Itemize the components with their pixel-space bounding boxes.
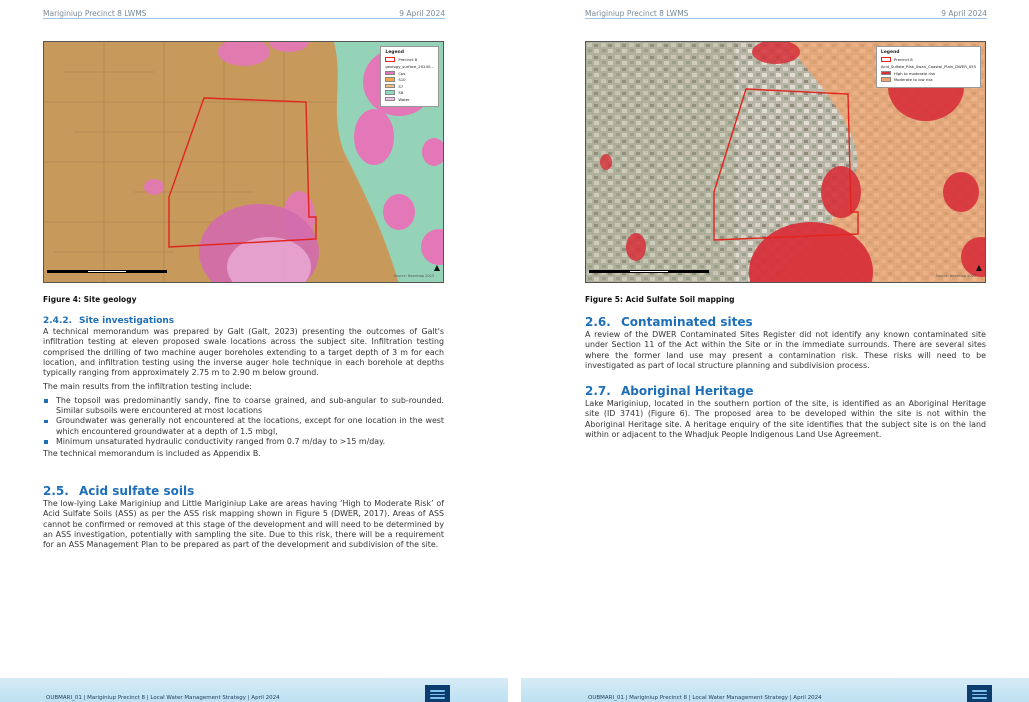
legend-swatch xyxy=(385,90,395,95)
legend-item xyxy=(881,77,976,82)
legend-item-boundary xyxy=(385,57,434,62)
legend-swatch xyxy=(881,77,891,82)
legend-swatch xyxy=(385,71,395,76)
legend-boundary-label: Precinct 8 xyxy=(398,57,418,62)
document-page-left xyxy=(0,0,508,702)
map-credit: Source: Nearmap 2023 xyxy=(935,274,976,278)
site-geology-map xyxy=(43,41,444,283)
section-number: 2.5. xyxy=(43,484,69,498)
section-site-investigations xyxy=(43,315,444,460)
legend-layer-label: geology_surface_20240... xyxy=(385,63,434,69)
section-title: Contaminated sites xyxy=(621,315,753,329)
legend-layer-label: Acid_Sulfate_Risk_Swan_Coastal_Plain_DWER_055 xyxy=(880,63,976,69)
legend-boundary-label: Precinct 8 xyxy=(893,57,913,62)
paragraph: A review of the DWER Contaminated Sites Register did not identify any known contaminated site under Section 11 of the Act within the Site or in the immediate surrounds. There are several sites where the former land use may present a contamination risk. These risks will need to be investigated as part of local structure planning and subdivision process. xyxy=(585,330,986,370)
acid-sulfate-soil-map xyxy=(585,41,986,283)
header-date: 9 April 2024 xyxy=(941,9,987,18)
figure-caption: Figure 5: Acid Sulfate Soil mapping xyxy=(585,295,735,304)
map-credit: Source: Nearmap 2023 xyxy=(393,274,434,278)
section-aboriginal-heritage xyxy=(585,384,986,440)
legend-item xyxy=(385,97,434,102)
company-logo-icon xyxy=(967,685,992,702)
paragraph: Lake Mariginiup, located in the southern portion of the site, is identified as an Aboriginal Heritage site (ID 3741) (Figure 6). The proposed area to be developed within the site is not within the Aboriginal Heritage site. A heritage enquiry of the site identifies that the subject site is on the land within or adjacent to the Whadjuk People Indigenous Land Use Agreement. xyxy=(585,399,986,439)
legend-item-label: Cps xyxy=(398,70,406,76)
north-arrow-icon: ▲ xyxy=(433,263,440,272)
section-title: Site investigations xyxy=(79,316,175,326)
list-item: Groundwater was generally not encountered at the locations, except for one location in the west which encountered groundwater at a depth of 1.5 mbgl, xyxy=(43,416,444,437)
page-header xyxy=(585,9,987,19)
legend-item-label: Water xyxy=(398,96,410,102)
legend-title: Legend xyxy=(385,50,404,55)
scale-bar xyxy=(47,270,167,273)
list-item: Minimum unsaturated hydraulic conductivity ranged from 0.7 m/day to >15 m/day. xyxy=(43,437,444,447)
list-item: The topsoil was predominantly sandy, fine to coarse grained, and sub-angular to sub-rounded. Similar subsoils were encountered at most locations xyxy=(43,396,444,417)
legend-item xyxy=(385,90,434,95)
paragraph: The low-lying Lake Mariginiup and Little Mariginiup Lake are areas having ‘High to Moderate Risk’ of Acid Sulfate Soils (ASS) as per the ASS risk mapping shown in Figure 5 (DWER, 2017). Areas of ASS cannot be confirmed or removed at this stage of the development and will need to be determined by an ASS investigation, potentially with sampling the site. Due to this risk, there will be a requirement for an ASS Management Plan to be prepared as part of the development and subdivision of the site. xyxy=(43,499,444,550)
map-legend xyxy=(876,46,981,88)
page-footer xyxy=(521,678,1029,702)
paragraph: The main results from the infiltration testing include: xyxy=(43,382,252,392)
paragraph: A technical memorandum was prepared by Galt (Galt, 2023) presenting the outcomes of Galt's infiltration testing at eleven proposed swale locations across the subject site. Infiltration testing comprised the drilling of two machine auger boreholes extending to a target depth of 3 m for each location, and infiltration testing using the inverse auger hole technique in each borehole at depths typically ranging from approximately 2.75 m to 2.90 m below ground. xyxy=(43,327,444,378)
legend-item xyxy=(881,71,976,76)
section-heading xyxy=(43,484,444,499)
legend-swatch xyxy=(385,77,395,82)
header-date: 9 April 2024 xyxy=(399,9,445,18)
header-title: Mariginiup Precinct 8 LWMS xyxy=(43,9,147,18)
scale-bar xyxy=(589,270,709,273)
footer-text: OUBMARI_01 | Mariginiup Precinct 8 | Local Water Management Strategy | April 2024 xyxy=(588,695,822,701)
footer-text: OUBMARI_01 | Mariginiup Precinct 8 | Local Water Management Strategy | April 2024 xyxy=(46,695,280,701)
section-heading xyxy=(585,384,986,399)
section-acid-sulfate-soils xyxy=(43,484,444,550)
north-arrow-icon: ▲ xyxy=(975,263,982,272)
legend-item xyxy=(385,71,434,76)
legend-item-label: S7 xyxy=(398,83,404,89)
legend-item xyxy=(385,84,434,89)
legend-swatch xyxy=(385,97,395,102)
legend-item-label: Moderate to low risk xyxy=(893,77,933,82)
legend-item-boundary xyxy=(881,57,976,62)
section-heading xyxy=(585,315,986,330)
section-contaminated-sites xyxy=(585,315,986,371)
section-number: 2.6. xyxy=(585,315,611,329)
company-logo-icon xyxy=(425,685,450,702)
boundary-swatch xyxy=(385,57,395,62)
section-number: 2.7. xyxy=(585,384,611,398)
section-heading xyxy=(43,315,444,327)
legend-item xyxy=(385,77,434,82)
legend-title: Legend xyxy=(880,50,900,55)
boundary-swatch xyxy=(881,57,891,62)
section-number: 2.4.2. xyxy=(43,316,73,326)
page-footer xyxy=(0,678,508,702)
figure-caption: Figure 4: Site geology xyxy=(43,295,137,304)
paragraph: The technical memorandum is included as Appendix B. xyxy=(43,449,261,459)
document-page-right xyxy=(521,0,1029,702)
header-title: Mariginiup Precinct 8 LWMS xyxy=(585,9,689,18)
results-list xyxy=(43,396,444,447)
legend-swatch xyxy=(881,71,891,76)
legend-swatch xyxy=(385,84,395,89)
legend-item-label: High to moderate risk xyxy=(893,70,936,76)
section-title: Aboriginal Heritage xyxy=(621,384,754,398)
map-legend xyxy=(380,46,439,107)
page-header xyxy=(43,9,445,19)
legend-item-label: S8 xyxy=(398,90,404,95)
legend-item-label: S10 xyxy=(398,77,406,82)
section-title: Acid sulfate soils xyxy=(79,484,195,498)
